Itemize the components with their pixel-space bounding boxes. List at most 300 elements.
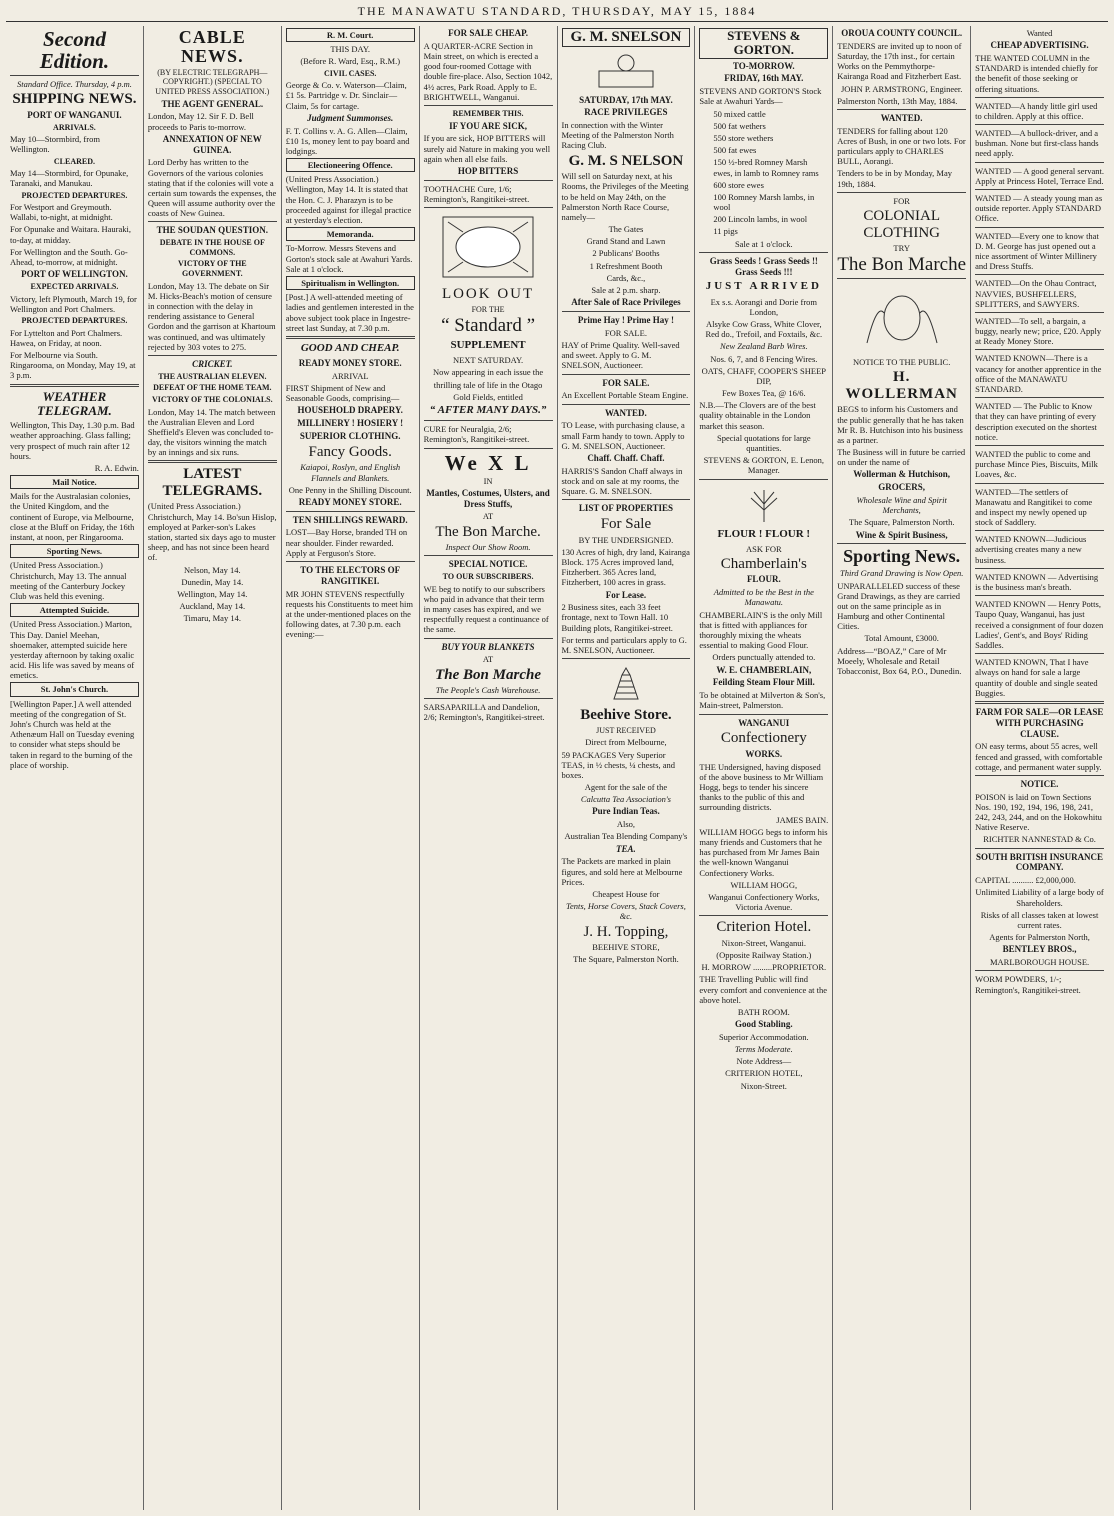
list-entry: Cards, &c., [606,272,646,283]
divider [837,109,966,110]
traveling-line: THE Travelling Public will find every comfort and convenience at the above hotel. [699,974,828,1005]
tenders-in: Tenders to be in by Monday, May 19th, 1884. [837,168,953,189]
hogg-signature: WILLIAM HOGG, [730,879,798,890]
next-saturday: NEXT SATURDAY. [452,355,524,366]
bath-line: BATH ROOM. [737,1006,790,1017]
for-line: FOR [893,195,910,206]
for-the-line: FOR THE [471,304,505,314]
sarsaparilla-ad: SARSAPARILLA and Dandelion, 2/6; Remington's, Rangitikei-street. [423,702,545,723]
lost-horse-body: LOST—Bay Horse, branded TH on near shoulder. Finder rewarded. Apply at Ferguson's Store. [285,527,408,558]
hop-bitters-heading: HOP BITTERS [457,165,519,176]
soudan-heading: THE SOUDAN QUESTION. [156,225,268,236]
accommodation-line: Superior Accommodation. [718,1031,809,1042]
suicide-heading: Attempted Suicide. [10,603,139,617]
total-amount: Total Amount, £3000. [864,633,939,644]
divider [975,483,1104,484]
soudan-subheading: VICTORY OF THE GOVERNMENT. [178,259,247,279]
divider [699,252,828,253]
list-entry: The Gates [608,224,644,235]
inspect-line: Inspect Our Show Room. [445,542,531,553]
wollerman-heading: H. WOLLERMAN [845,369,958,402]
sale-time: Sale at 1 o'clock. [734,238,793,249]
divider [837,543,966,544]
thrilling-line: thrilling tale of life in the Otago [433,379,543,390]
now-appearing: Now appearing in each issue the [432,367,544,378]
kaiapoi-line: Kaiapoi, Roslyn, and English Flannels and Blankets. [300,462,401,483]
divider [424,207,553,208]
nb-line: N.B.—The Clovers are of the best quality obtainable in the London market this season. [699,400,816,431]
second-edition-heading: Second Edition. [39,27,110,74]
latest-telegrams-heading: LATEST TELEGRAMS. [162,466,263,499]
risks-line: Risks of all classes taken at lowest current rates. [980,909,1099,930]
stevens-gorton-heading: STEVENS & GORTON. [699,28,828,59]
for-sale-large: For Sale [600,516,652,533]
auction-illustration [591,51,661,91]
arrivals-heading: ARRIVALS. [53,122,96,132]
remember-heading: REMEMBER THIS. [452,108,524,118]
projected-departures-heading: PROJECTED DEPARTURES. [21,316,128,325]
stock-entry: 100 Romney Marsh lambs, in wool [713,191,815,213]
stock-entry: 150 ½-bred Romney Marsh ewes, in lamb to Romney rams [713,157,819,178]
column-5 [558,26,696,1510]
cheap-advertising-heading: CHEAP ADVERTISING. [990,40,1089,51]
divider [286,336,415,339]
grocers-line: GROCERS, [878,482,926,493]
divider [975,189,1104,190]
gms-heading: G. M. S NELSON [568,152,684,169]
gold-fields-line: Gold Fields, entitled [453,391,523,402]
obtained-line: To be obtained at Milverton & Son's, Main-street, Palmerston. [699,690,826,711]
undersigned-line: BY THE UNDERSIGNED. [578,534,674,545]
divider [975,97,1104,98]
fancy-goods: Fancy Goods. [308,443,392,460]
topping-heading: J. H. Topping, [583,923,669,940]
stock-entry: 500 fat ewes [713,145,757,156]
oats-line: OATS, CHAFF, COOPER'S SHEEP DIP, [701,365,826,386]
agents-line: Agents for Palmerston North, [989,932,1090,943]
insurance-heading: SOUTH BRITISH INSURANCE COMPANY. [976,851,1104,873]
divider [424,555,553,556]
annexation-heading: ANNEXATION OF NEW GUINEA. [162,133,262,155]
prime-hay-heading: Prime Hay ! Prime Hay ! [577,315,675,326]
in-line: IN [483,475,493,486]
stock-body: STEVENS AND GORTON'S Stock Sale at Awahuri Yards— [699,86,822,107]
ask-for: ASK FOR [745,543,782,554]
divider [286,561,415,562]
poison-body: POISON is laid on Town Sections Nos. 190, 192, 194, 196, 198, 241, 242, 243, 244, and on the Hokowhitu Native Reserve. [975,791,1102,833]
agent-general-heading: THE AGENT GENERAL. [161,98,264,109]
beehive-icon [606,663,646,703]
departure-entry: For Wellington and the South. Go-Ahead, to-morrow, at midnight. [10,246,128,268]
barb-wire-line: New Zealand Barb Wires. [720,341,808,352]
for-sale-line: FOR SALE. [604,327,647,338]
judgment-body: F. T. Collins v. A. G. Allen—Claim, £10 1s, money lent to pay board and lodgings. [285,125,410,156]
spiritualism-body: [Post.] A well-attended meeting of ladies and gentlemen interested in the above subject took place in Ingestre-street last Sunday, at 7.30 p.m. [285,292,414,333]
bain-signature: JAMES BAIN. [776,814,829,825]
divider [148,221,277,222]
divider [975,162,1104,163]
arrival-entry: May 10—Stormbird, from Wellington. [10,134,100,155]
fencing-line: Nos. 6, 7, and 8 Fencing Wires. [710,353,818,364]
court-body: George & Co. v. Waterson—Claim, £1 5s. Partridge v. Dr. Sinclair—Claim, 5s for cartage. [285,80,407,111]
subscribers-heading: TO OUR SUBSCRIBERS. [442,572,534,582]
column-6 [695,26,833,1510]
divider [975,124,1104,125]
column-3 [282,26,420,1510]
bon-marche-heading-2: The Bon Marche [435,666,541,683]
wec-name: W. E. CHAMBERLAIN, [716,664,812,675]
wanted-body: TO Lease, with purchasing clause, a small Farm handy to town. Apply to G. M. SNELSON, Auctioneer. [561,420,685,451]
divider [562,311,691,312]
masthead: THE MANAWATU STANDARD, THURSDAY, MAY 15, 1884 [357,4,757,18]
seeds-line: Alsyke Cow Grass, White Clover, Red do., Trefoil, and Foxtails, &c. [705,318,823,340]
square-line: The Square, Palmerston North. [848,517,955,528]
wanted-ad: WANTED—A bullock-driver, and a bushman. None but first-class hands need apply. [975,128,1099,159]
column-4 [420,26,558,1510]
divider [148,460,277,463]
sick-heading: IF YOU ARE SICK, [449,120,527,131]
subscribers-body: WE beg to notify to our subscribers who paid in advance that their term in many cases has expired, and we respectfully request a continuance of the same. [423,583,549,635]
chamberlains-heading: Chamberlain's [720,555,807,572]
after-many-days: “ AFTER MANY DAYS.” [429,404,547,417]
electors-heading: TO THE ELECTORS OF RANGITIKEI. [300,565,401,586]
departure-entry: For Westport and Greymouth. Wallabi, to-night, at midnight. [10,202,113,223]
wanted-heading: WANTED. [880,112,923,123]
divider [975,653,1104,654]
stock-entry: 50 mixed cattle [713,108,766,119]
list-entry: Grand Stand and Lawn [586,236,666,247]
nixon-line: Nixon-Street, Wanganui. [721,937,806,948]
wanted-ad: WANTED KNOWN — Henry Potts, Taupo Quay, Wanganui, has just received a consignment of four dozen Ladies', Gent's, and Boys' Riding Saddles. [975,599,1104,650]
stock-entry: 200 Lincoln lambs, in wool [713,214,808,225]
divider [975,312,1104,313]
electors-body: MR JOHN STEVENS respectfully requests his Constituents to meet him at the under-mentioned places on the following dates, at 7.30 p.m. each evening:— [285,588,414,640]
wine-spirit-line: Wine & Spirit Business, [855,529,948,540]
port-wellington-heading: PORT OF WELLINGTON. [21,269,128,280]
electioneering-heading: Electioneering Offence. [286,158,415,172]
masthead-rule [6,21,1108,22]
wanted-ad: WANTED — The Public to Know that they can have printing of every description executed on the shortest notice. [975,401,1097,442]
sale-time: Sale at 2 p.m. sharp. [591,285,661,296]
cricket-heading: CRICKET. [192,358,233,369]
suicide-body: (United Press Association.) Marton, This Day. Daniel Meehan, shoemaker, attempted suicide here yesterday afternoon by taking oxalic acid. His life was saved by means of emetics. [10,619,135,681]
reward-heading: TEN SHILLINGS REWARD. [292,514,408,525]
peoples-warehouse: The People's Cash Warehouse. [435,685,541,696]
divider [975,568,1104,569]
sg-signature: STEVENS & GORTON, E. Lenon, Manager. [703,455,825,476]
columns [6,26,1108,1510]
memoranda-heading: Memoranda. [286,227,415,241]
bentley-line: BENTLEY BROS., [1002,944,1077,955]
wanted-ad: WANTED the public to come and purchase Mince Pies, Biscuits, Milk Loaves, &c. [975,448,1098,480]
divider [975,349,1104,350]
wanted-ad: WANTED KNOWN—Judicious advertising creates many a new business. [975,534,1087,565]
engine-body: An Excellent Portable Steam Engine. [561,390,689,401]
lease-body: 2 Business sites, each 33 feet frontage, next to Town Hall. 10 Building plots, Rangitikei-street. [561,602,673,633]
bon-marche-heading: The Bon Marche. [435,523,541,540]
square-line: The Square, Palmerston North. [573,954,679,965]
column-2 [144,26,282,1510]
divider [424,180,553,181]
look-out-heading: LOOK OUT [441,286,535,303]
divider [562,658,691,659]
wollerman-hutchison: Wollerman & Hutchison, [853,469,951,480]
cricket-subheading: THE AUSTRALIAN ELEVEN. [158,371,267,381]
ready-money-footer: READY MONEY STORE. [298,496,402,507]
aus-tea-line: Australian Tea Blending Company's [564,831,688,842]
calcutta-line: Calcutta Tea Association's [580,794,671,805]
wanted-ad: WANTED KNOWN — Advertising is the business man's breath. [975,571,1099,593]
wanted-ad: WANTED KNOWN—There is a vacancy for another apprentice in the office of the MANAWATU STANDARD. [975,353,1102,395]
latest-body: (United Press Association.) Christchurch, May 14. Bo'sun Hislop, employed at Parker-son's Lakes station, started six days ago to muster sheep, and has not since been heard of. [147,501,277,563]
judgment-heading: Judgment Summonses. [307,112,394,123]
stock-entry: 11 pigs [713,226,738,237]
millinery-hosiery: MILLINERY ! HOSIERY ! [297,418,404,429]
capital-line: CAPITAL .......... £2,000,000. [975,875,1076,886]
friday-date: FRIDAY, 16th MAY. [724,73,804,84]
divider [562,374,691,375]
list-entry: 2 Publicans' Booths [592,248,660,259]
divider [10,384,139,387]
notice-heading: NOTICE. [1020,778,1059,789]
oroua-heading: OROUA COUNTY COUNCIL. [841,28,963,38]
ready-money-heading: READY MONEY STORE. [298,358,402,369]
nixon-footer: Nixon-Street. [740,1080,787,1091]
chaff-heading: Chaff. Chaff. Chaff. [587,452,665,463]
port-wanganui-heading: PORT OF WANGANUI. [27,109,122,120]
mail-notice-heading: Mail Notice. [10,475,139,489]
neuralgia-ad: CURE for Neuralgia, 2/6; Remington's, Rangitikei-street. [423,424,530,445]
column-8 [971,26,1108,1510]
race-body: In connection with the Winter Meeting of the Palmerston North Racing Club. [561,120,674,151]
weather-signature: R. A. Edwin. [94,462,139,473]
special-notice-heading: SPECIAL NOTICE. [448,559,528,570]
household-drapery: HOUSEHOLD DRAPERY. [297,405,403,416]
wanted-ad: WANTED — A steady young man as outside reporter. Apply STANDARD Office. [975,193,1103,224]
third-drawing: Third Grand Drawing is Now Open. [839,568,964,579]
terms-line: For terms and particulars apply to G. M. SNELSON, Auctioneer. [561,634,687,656]
quotations-line: Special quotations for large quantities. [717,432,811,454]
dateline: Timaru, May 14. [183,613,241,624]
tea-line: TEA. [616,843,636,854]
armstrong-signature: JOHN P. ARMSTRONG, Engineer. [841,83,963,94]
good-cheap-heading: GOOD AND CHEAP. [300,341,400,354]
weather-body: Wellington, This Day, 1.30 p.m. Bad weather approaching. Glass falling; very prospect of much rain after 12 hours. [10,420,135,461]
cleared-entry: May 14—Stormbird, for Opunake, Taranaki, and Manukau. [10,168,129,189]
dateline: Nelson, May 14. [183,564,241,575]
royal-arms-illustration [847,283,957,353]
cricket-body: London, May 14. The match between the Australian Eleven and Lord Sheffield's Eleven was concluded to-day, the visitors winning the match by an innings and six runs. [147,406,276,458]
stock-entry: 600 store ewes [713,179,764,190]
weather-heading: WEATHER TELEGRAM. [37,388,112,418]
colonial-clothing-heading: COLONIAL CLOTHING [863,208,941,241]
cleared-heading: CLEARED. [53,156,95,166]
divider [837,278,966,279]
column-1 [6,26,144,1510]
first-shipment-line: FIRST Shipment of New and Seasonable Goods, comprising— [285,383,400,404]
divider [975,227,1104,228]
notice-public: NOTICE TO THE PUBLIC. [853,357,951,368]
terms-moderate: Terms Moderate. [734,1044,793,1055]
dateline: Wellington, May 14. [177,588,248,599]
divider [424,420,553,421]
unlimited-line: Unlimited Liability of a large body of Shareholders. [975,887,1104,908]
departure-entry: For Lyttelton and Port Chalmers. Hawea, on Friday, at noon. [10,327,123,348]
tomorrow-heading: TO-MORROW. [732,60,795,71]
we-xl-heading: We X L [444,450,532,475]
unparalleled-body: UNPARALLELED success of these Grand Drawings, as they are carried out on the same principle as in Hamburg and other Continental Cities. [837,580,960,632]
divider [975,445,1104,446]
boaz-address: Address—“BOAZ,” Care of Mr Moeely, Wholesale and Retail Tobacconist, Box 64, P.O., Dunedin. [837,645,962,676]
divider [562,404,691,405]
church-body: [Wellington Paper.] A well attended meeting of the congregation of St. John's Church was held at the Athenæum Hall on Tuesday evening to consider what steps should be taken in regard to the burning of the place of worship. [10,698,135,770]
soudan-body: London, May 13. The debate on Sir M. Hicks-Beach's motion of censure in connection with the delay in rendering assistance to General Gordon and the garrison at Khartoum was continued, and was ultimately rejected by 303 votes to 275. [147,280,276,352]
tea-boxes-line: Few Boxes Tea, @ 16/6. [722,388,806,399]
divider [424,448,553,449]
saturday-date: SATURDAY, 17th MAY. [579,94,673,105]
hop-bitters-body: If you are sick, HOP BITTERS will surely aid Nature in making you well again when all else fails. [423,133,551,164]
wanted-ad: WANTED—The settlers of Manawatu and Rangitikei to come and inspect my newly opened up stock of Saddlery. [975,486,1093,528]
wanted-ad: WANTED—Every one to know that D. M. George has just opened out a nice assortment of Winter Millinery and Dress Stuffs. [975,230,1099,272]
just-arrived-heading: JUST ARRIVED [705,280,822,293]
shipping-heading: SHIPPING NEWS. [12,91,137,108]
stock-entry: 550 store wethers [713,132,774,143]
worm-powders-ad: WORM POWDERS, 1/-; Remington's, Rangitikei-street. [975,974,1081,995]
at-line: AT [482,654,494,665]
criterion-heading: Criterion Hotel. [716,919,812,936]
hogg-address: Wanganui Confectionery Works, Victoria Avenue. [708,891,820,913]
annexation-body: Lord Derby has written to the Governors of the various colonies stating that if the colonies will vote a certain sum towards the expenses, the Queen will assume authority over the coasts of New Guinea. [147,157,277,219]
divider [975,701,1104,704]
for-lease-heading: For Lease. [605,589,647,600]
divider [562,499,691,500]
divider [424,698,553,699]
orders-line: Orders punctually attended to. [712,652,816,663]
divider [699,915,828,916]
list-entry: 1 Refreshment Booth [589,260,663,271]
ex-line: Ex s.s. Aorangi and Dorie from London, [710,296,818,317]
properties-heading: LIST OF PROPERTIES [578,503,674,514]
divider [975,848,1104,849]
wanted-ad: WANTED—On the Ohau Contract, NAVVIES, BUSHFELLERS, SPLITTERS, and SAWYERS. [975,278,1097,309]
divider [286,511,415,512]
agent-line: Agent for the sale of the [584,782,668,793]
beehive-store-line: BEEHIVE STORE, [592,942,660,953]
divider [975,274,1104,275]
packets-line: The Packets are marked in plain figures, and sold here at Melbourne Prices. [561,856,683,887]
divider [975,530,1104,531]
divider [148,355,277,356]
dateline: Dunedin, May 14. [181,576,244,587]
mail-notice-body: Mails for the Australasian colonies, the United Kingdom, and the continent of Europe, via Melbourne, close at the Bluff on Friday, the 16th instant, at noon, per Ringarooma. [10,491,135,542]
criterion-footer: CRITERION HOTEL, [725,1068,803,1079]
note-address: Note Address— [736,1056,792,1067]
electioneering-body: (United Press Association.) Wellington, May 14. It is stated that the Hon. C. J. Pharazyn is to be proceeded against for illegal practice at yesterday's election. [285,174,412,226]
mantles-line: Mantles, Costumes, Ulsters, and Dress Stuffs, [426,487,550,509]
wanted-line: Wanted [1026,28,1053,38]
admitted-line: Admitted to be the Best in the Manawatu. [713,587,814,608]
wanted-ad: WANTED — A good general servant. Apply at Princess Hotel, Terrace End. [975,165,1105,186]
supplement-heading: SUPPLEMENT [450,339,526,352]
divider [424,105,553,106]
wanganui-heading: WANGANUI [738,717,790,728]
sporting-heading: Sporting News. [10,544,139,558]
business-line: The Business will in future be carried on under the name of [837,447,966,468]
wollerman-body: BEGS to inform his Customers and the public generally that he has taken Mr R. B. Hutchison into his business as a partner. [837,404,964,445]
hay-body: HAY of Prime Quality. Well-saved and sweet. Apply to G. M. SNELSON, Auctioneer. [561,340,680,371]
nannestad-signature: RICHTER NANNESTAD & Co. [983,834,1096,845]
cheap-advertising-body: THE WANTED COLUMN in the STANDARD is intended chiefly for the benefit of those seeking or offering situations. [975,52,1098,94]
expected-arrival-entry: Victory, left Plymouth, March 19, for Wellington and Port Chalmers. [10,293,137,314]
wholesale-line: Wholesale Wine and Spirit Merchants, [856,495,947,516]
memoranda-body: To-Morrow. Messrs Stevens and Gorton's stock sale at Awahuri Yards. Sale at 1 o'clock. [285,243,413,274]
departure-entry: For Melbourne via South. Ringarooma, on Monday, May 19, at 3 p.m. [10,349,136,381]
cricket-subheading: VICTORY OF THE COLONIALS. [151,394,273,404]
wanted-ad: WANTED—To sell, a bargain, a buggy, nearly new; price, £20. Apply at Ready Money Store. [975,315,1102,347]
flour-heading: FLOUR ! FLOUR ! [717,527,811,540]
proprietor-line: H. MORROW .........PROPRIETOR. [701,962,827,973]
works-heading: WORKS. [745,748,783,759]
tenders-body: TENDERS are invited up to noon of Saturday, the 17th inst., for certain Works on the Pemmythorpe-Kairanga Road and Fitzherbert East. [837,40,962,82]
chamberlain-body: CHAMBERLAIN'S is the only Mill that is fitted with appliances for thoroughly mixing the wheats essential to making Good Flour. [699,609,823,651]
column-7 [833,26,971,1510]
divider [975,970,1104,971]
for-sale-heading: FOR SALE. [602,377,650,388]
grass-seeds-heading: Grass Seeds ! Grass Seeds !! Grass Seeds !!! [709,255,818,277]
rm-court-heading: R. M. Court. [286,28,415,42]
projected-departures-heading: PROJECTED DEPARTURES. [21,190,128,200]
agent-general-body: London, May 12. Sir F. D. Bell proceeds to Paris to-morrow. [147,111,254,132]
confectionery-body: THE Undersigned, having disposed of the above business to Mr William Hogg, begs to tender his sincere thanks to the public of this and surrounding districts. [699,761,824,813]
marlborough-line: MARLBOROUGH HOUSE. [989,957,1090,968]
copyright-line: (BY ELECTRIC TELEGRAPH—COPYRIGHT.) (SPECIAL TO UNITED PRESS ASSOCIATION.) [155,67,270,96]
pure-teas: Pure Indian Teas. [592,806,660,817]
standard-heading: “ Standard ” [441,315,536,337]
blankets-heading: BUY YOUR BLANKETS [441,641,535,652]
cable-news-heading: CABLE NEWS. [178,27,246,66]
divider [975,595,1104,596]
departure-entry: For Opunake and Waitara. Hauraki, to-day, at midday. [10,224,131,245]
palmerston-date: Palmerston North, 13th May, 1884. [837,95,958,106]
chaff-body: HARRIS'S Sandon Chaff always in stock and on sale at my rooms, the Square. G. M. SNELSON. [561,465,683,497]
wanted-body: TENDERS for falling about 120 Acres of Bush, in one or two lots. For particulars apply to CHARLES BULL, Aorangi. [837,125,966,167]
at-line: AT [482,511,494,522]
expected-arrivals-heading: EXPECTED ARRIVALS. [30,282,119,292]
discount-line: One Penny in the Shilling Discount. [288,484,412,495]
confectionery-heading: Confectionery [720,730,807,747]
just-received: JUST RECEIVED [596,725,656,735]
divider [10,75,139,76]
divider [975,397,1104,398]
cheapest-line: Cheapest House for [592,888,660,899]
divider [699,714,828,715]
wheat-sheaf-illustration [709,484,819,524]
direct-line: Direct from Melbourne, [585,737,667,748]
sporting-news-heading: Sporting News. [843,546,961,567]
stock-entry: 500 fat wethers [713,120,766,131]
packages-line: 59 PACKAGES Very Superior TEAS, in ½ chests, ¼ chests, and boxes. [561,749,676,780]
this-day: THIS DAY. [330,44,371,55]
after-sale-heading: After Sale of Race Privileges [571,297,681,308]
beehive-store-heading: Beehive Store. [580,707,672,724]
hogg-body: WILLIAM HOGG begs to inform his many friends and Customers that he has purchased from Mr James Bain the well-known Wanganui Confectionery Works. [699,826,828,878]
for-sale-cheap-heading: FOR SALE CHEAP. [448,28,529,38]
arrival-line: ARRIVAL [331,370,369,381]
gms-body: Will sell on Saturday next, at his Rooms, the Privileges of the Meeting to be held on May 24th, on the Palmerston North Race Course, namely— [561,171,689,222]
banner-illustration [438,212,538,282]
for-sale-body: A QUARTER-ACRE Section in Main street, on which is erected a good four-roomed Cottage with double fire-place. Also, Section 1042, 4½ acres, Park Road. Apply to E. BRIGHTWELL, Wanganui. [423,40,553,102]
standard-office-line: Standard Office. Thursday, 4 p.m. [16,79,132,90]
